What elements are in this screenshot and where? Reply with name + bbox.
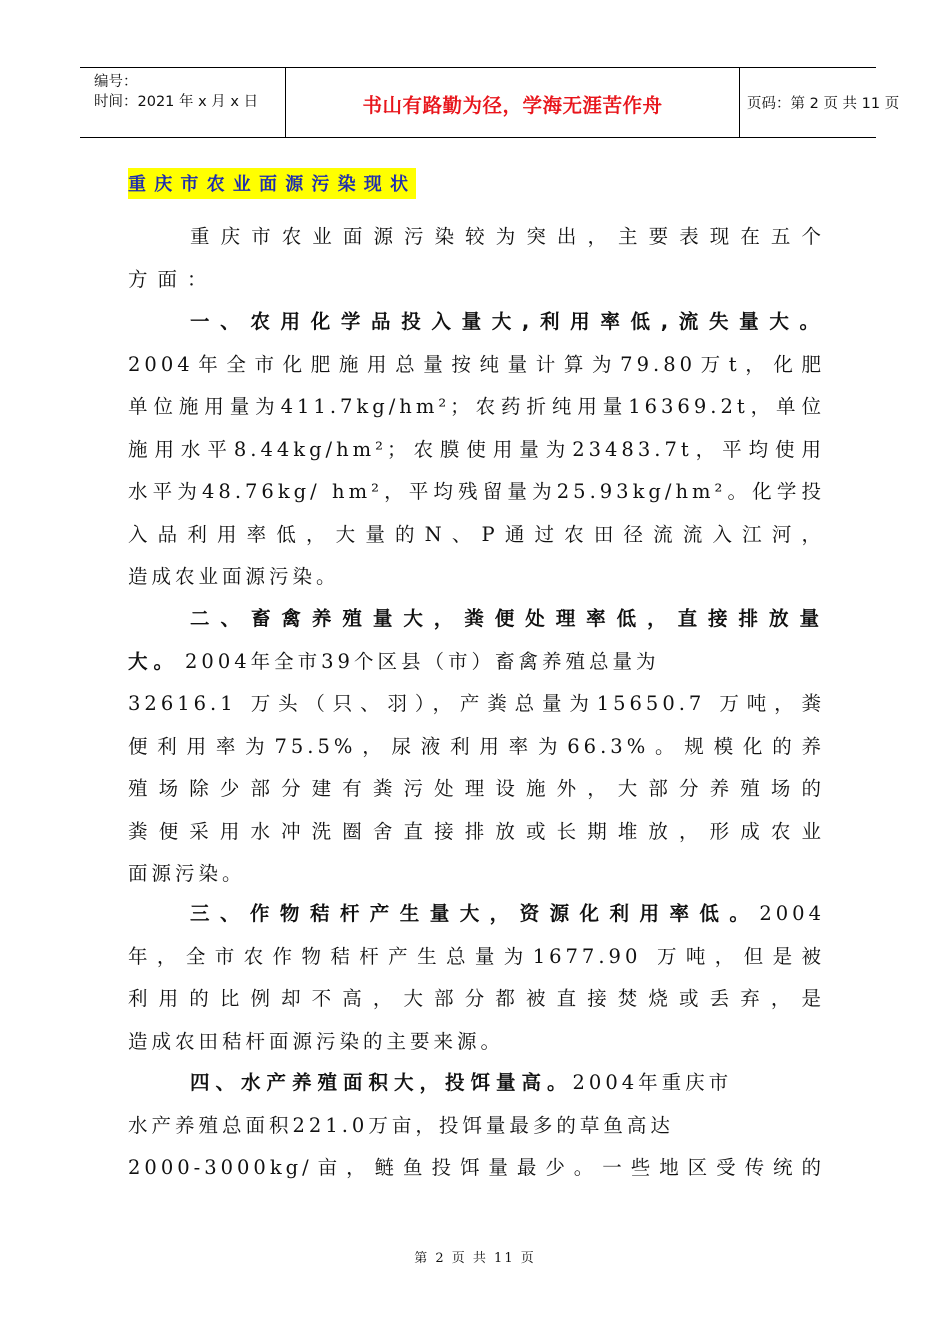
section-2-heading-line (128, 641, 825, 684)
intro-paragraph (128, 216, 825, 301)
section-2-line: 32616.1 万头（只、羽），产粪总量为15650.7 万吨，粪 (128, 692, 825, 715)
motto-text: 书山有路勤为径，学海无涯苦作舟 (362, 94, 663, 117)
section-2-line: 面源污染。 (128, 862, 246, 885)
section-4-heading-tail: 2004年重庆市 (572, 1071, 733, 1094)
document-title: 重庆市农业面源污染现状 (128, 168, 416, 199)
section-2-line: 便利用率为75.5%，尿液利用率为66.3%。规模化的养 (128, 734, 825, 758)
section-2-heading: 二、畜禽养殖量大，粪便处理率低，直接排放量 (190, 607, 825, 630)
section-2 (128, 598, 825, 896)
time-label: 时间：2021 年 x 月 x 日 (94, 94, 259, 110)
section-1-line: 2004年全市化肥施用总量按纯量计算为79.80万t，化肥 (128, 352, 825, 376)
section-2-line: 粪便采用水冲洗圈舍直接排放或长期堆放，形成农业 (128, 819, 825, 843)
section-3-heading: 三、作物秸杆产生量大，资源化利用率低。 (190, 902, 760, 925)
section-4-line: 水产养殖总面积221.0万亩，投饵量最多的草鱼高达 (128, 1113, 674, 1137)
section-3-heading-line (128, 893, 825, 936)
section-1-heading: 一、农用化学品投入量大,利用率低,流失量大。 (190, 310, 825, 333)
section-3 (128, 893, 825, 1063)
page-code: 页码：第 2 页 共 11 页 (747, 96, 900, 112)
section-4 (128, 1062, 825, 1190)
header-meta-cell (80, 68, 285, 137)
section-1-line: 造成农业面源污染。 (128, 565, 340, 588)
section-3-line: 造成农田秸杆面源污染的主要来源。 (128, 1029, 505, 1053)
section-4-heading-line (128, 1062, 825, 1105)
section-1-line: 施用水平8.44kg/hm²；农膜使用量为23483.7t，平均使用 (128, 437, 825, 461)
header-motto-cell (285, 68, 740, 137)
intro-line: 方面： (128, 267, 217, 291)
section-3-heading-tail: 2004 (759, 902, 825, 925)
section-1 (128, 301, 825, 599)
section-4-heading: 四、水产养殖面积大，投饵量高。 (190, 1071, 573, 1094)
intro-line: 重庆市农业面源污染较为突出，主要表现在五个 (190, 225, 825, 248)
section-4-line: 2000-3000kg/亩，鲢鱼投饵量最少。一些地区受传统的 (128, 1156, 825, 1179)
section-2-line: 殖场除少部分建有粪污处理设施外，大部分养殖场的 (128, 777, 825, 800)
document-header (80, 67, 900, 138)
section-3-line: 利用的比例却不高，大部分都被直接焚烧或丢弃，是 (128, 987, 825, 1010)
section-1-line: 水平为48.76kg/ hm²，平均残留量为25.93kg/hm²。化学投 (128, 480, 825, 503)
section-2-first-line: 2004年全市39个区县（市）畜禽养殖总量为 (185, 649, 660, 673)
section-1-line: 单位施用量为411.7kg/hm²；农药折纯用量16369.2t，单位 (128, 395, 825, 418)
page-footer: 第 2 页 共 11 页 (414, 1251, 536, 1266)
section-1-line: 入品利用率低，大量的N、P通过农田径流流入江河， (128, 522, 825, 546)
section-2-heading-cont: 大。 (128, 649, 180, 673)
header-page-cell (739, 68, 900, 137)
number-label: 编号： (94, 74, 138, 90)
section-3-line: 年，全市农作物秸杆产生总量为1677.90 万吨，但是被 (128, 944, 825, 968)
